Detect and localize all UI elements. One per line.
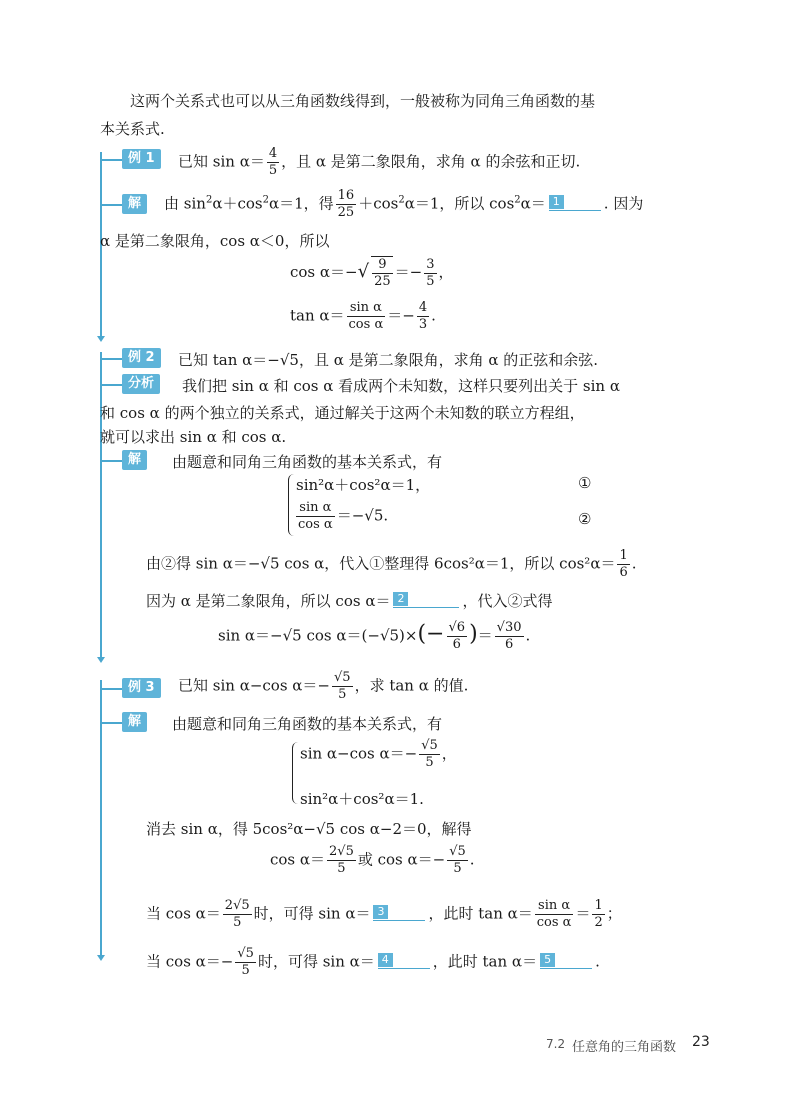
- example2-eq2: $\frac{\text{sin α}}{\text{cos α}}$ ＝−√5.: [298, 500, 389, 532]
- example3-solution-line6: 当 cos α＝− $\frac{√5}{5}$ 时，可得 sin α＝ 4 ，此时 tan α＝ 5 .: [146, 946, 600, 978]
- example3-system-brace: [292, 742, 299, 804]
- example3-question: 已知 sin α−cos α＝− $\frac{√5}{5}$ ，求 tan α 的值.: [178, 670, 469, 702]
- example1-rail-tick: [100, 159, 122, 161]
- blank-1[interactable]: 1: [549, 194, 601, 211]
- example1-solution-tag: 解: [122, 194, 147, 214]
- example1-tag: 例 1: [122, 149, 161, 169]
- intro-line-1: 这两个关系式也可以从三角函数线得到，一般被称为同角三角函数的基: [130, 92, 596, 110]
- example1-question: 已知 sin α＝ $\frac{4}{5}$ ，且 α 是第二象限角，求角 α 的余弦和正切.: [178, 146, 581, 178]
- example3-solution-tag: 解: [122, 712, 147, 732]
- example2-eq1: sin²α＋cos²α＝1，: [296, 476, 431, 494]
- example2-sol-tick: [100, 460, 122, 462]
- example2-rail-tick: [100, 358, 122, 360]
- intro-line-2: 本关系式.: [100, 120, 165, 138]
- example3-eq1: sin α−cos α＝− $\frac{√5}{5}$ ，: [300, 738, 457, 770]
- example3-sol-tick: [100, 722, 122, 724]
- blank-3[interactable]: 3: [373, 904, 425, 921]
- example2-analysis-tag: 分析: [122, 374, 160, 394]
- example2-solution-line3: 由②得 sin α＝−√5 cos α，代入①整理得 6cos²α＝1，所以 cos²α＝ $\frac{1}{6}$ .: [146, 548, 637, 580]
- blank-5[interactable]: 5: [540, 952, 592, 969]
- example2-solution-tag: 解: [122, 450, 147, 470]
- example1-tan-equation: tan α＝ $\frac{\text{sin α}}{\text{cos α}}$ ＝− $\frac{4}{3}$ .: [290, 300, 436, 332]
- example1-solution-line1: 由 $\sin^2\alpha+\cos^2\alpha=1$，得 $\frac{16}{25}$ $+\cos^2\alpha=1$，所以 $\cos^2\alpha=$ 1 . 因为: [164, 188, 644, 220]
- example2-solution-line5: sin α＝−√5 cos α＝(−√5)×(− $\frac{√6}{6}$ )＝ $\frac{√30}{6}$ .: [218, 620, 531, 652]
- example1-cos-equation: cos α＝−√ $\frac{9}{25}$ ＝− $\frac{3}{5}$ ，: [290, 256, 454, 289]
- example3-solution-line1: 由题意和同角三角函数的基本关系式，有: [172, 715, 443, 733]
- example1-solution-line2: α 是第二象限角，cos α＜0，所以: [100, 232, 330, 250]
- example2-rail: [100, 352, 102, 657]
- example3-solution-line5: 当 cos α＝ $\frac{2√5}{5}$ 时，可得 sin α＝ 3 ，此时 tan α＝ $\frac{\text{sin α}}{\text{cos α}}$ ＝ $\frac{1}{2}$ ；: [146, 898, 622, 930]
- example2-analysis-line2: 和 cos α 的两个独立的关系式，通过解关于这两个未知数的联立方程组，: [100, 404, 585, 422]
- example2-tag: 例 2: [122, 348, 161, 368]
- footer-section: 7.2: [546, 1037, 566, 1051]
- example2-analysis-line1: 我们把 sin α 和 cos α 看成两个未知数，这样只要列出关于 sin α: [182, 377, 620, 395]
- blank-4[interactable]: 4: [378, 952, 430, 969]
- blank-2[interactable]: 2: [393, 591, 459, 608]
- example3-solution-line3: 消去 sin α，得 5cos²α−√5 cos α−2＝0，解得: [146, 820, 472, 838]
- example3-eq2: sin²α＋cos²α＝1.: [300, 790, 424, 808]
- footer-title: 任意角的三角函数: [572, 1040, 677, 1055]
- example2-analysis-tick: [100, 384, 122, 386]
- example2-question: 已知 tan α＝−√5，且 α 是第二象限角，求角 α 的正弦和余弦.: [178, 351, 599, 369]
- example2-eq1-mark: ①: [578, 474, 592, 492]
- example2-solution-line1: 由题意和同角三角函数的基本关系式，有: [172, 453, 443, 471]
- example2-eq2-mark: ②: [578, 510, 592, 528]
- example3-tag: 例 3: [122, 678, 161, 698]
- example3-rail-tick: [100, 688, 122, 690]
- page-number: 23: [692, 1034, 710, 1050]
- example2-solution-line4: 因为 α 是第二象限角，所以 cos α＝ 2 ，代入②式得: [146, 592, 553, 610]
- example2-analysis-line3: 就可以求出 sin α 和 cos α.: [100, 428, 287, 446]
- example1-sol-tick: [100, 204, 122, 206]
- example3-solution-line4: cos α＝ $\frac{2√5}{5}$ 或 cos α＝− $\frac{√5}{5}$ .: [270, 844, 475, 876]
